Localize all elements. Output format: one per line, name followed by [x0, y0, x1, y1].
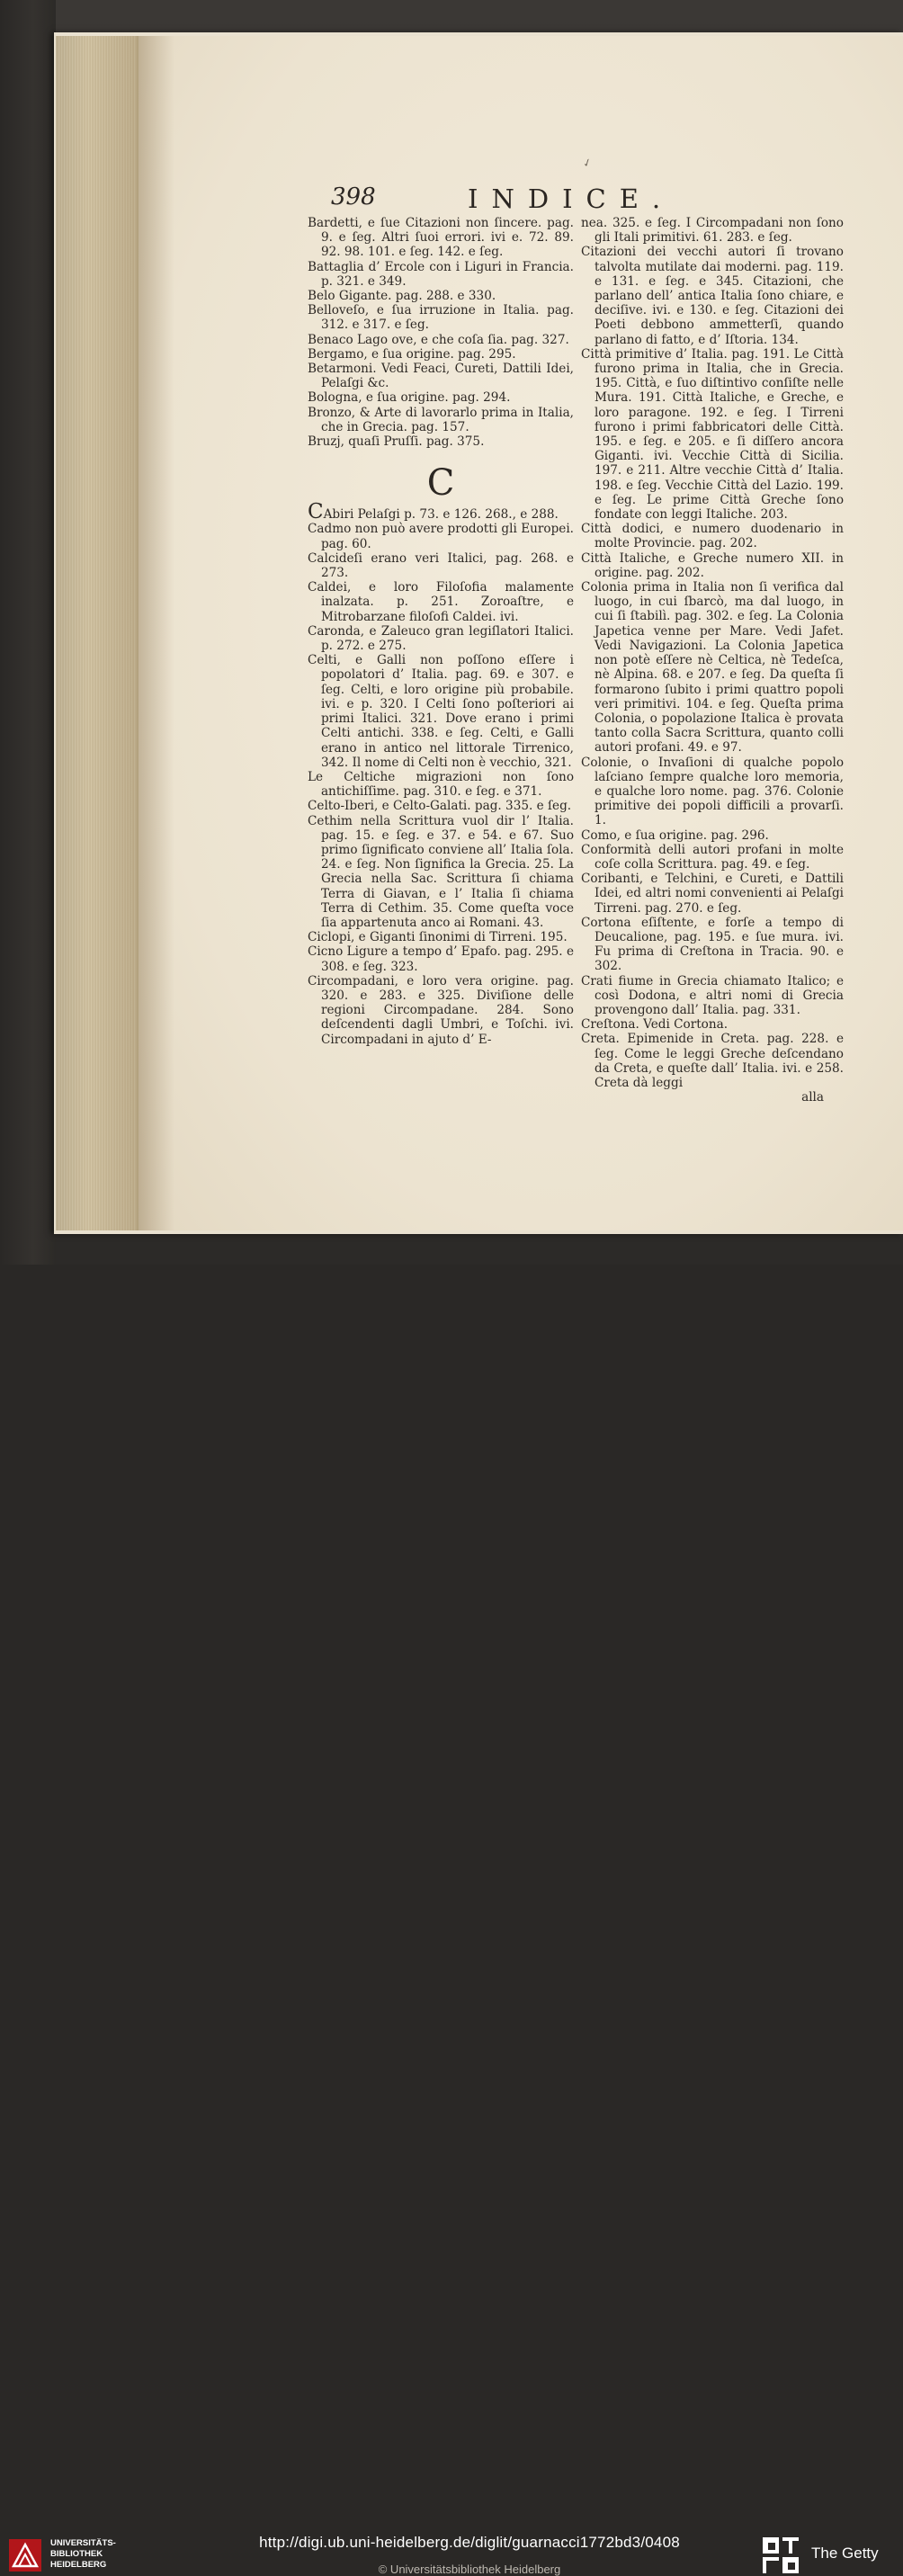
- b-entries-list: [308, 216, 574, 449]
- index-entry: Citazioni dei vecchi autori ſi trovano talvolta mutilate dai moderni. pag. 119. e 131. e ſeg. e 345. Citazioni, che parlano dell’ antica Italia ſono chiare, e deciſive. ivi. e 130. e ſeg. Citazioni dei Poeti debbono ammetterſi, quando parlano di fatto, e d’ Iſtoria. 134.: [581, 245, 844, 347]
- index-entry: Bologna, e ſua origine. pag. 294.: [308, 390, 511, 406]
- running-title: INDICE.: [468, 183, 675, 214]
- index-entry-text: Abiri Pelaſgi p. 73. e 126. 268., e 288.: [323, 507, 559, 523]
- index-entry: Città Italiche, e Greche numero XII. in origine. pag. 202.: [581, 550, 844, 580]
- library-name-line: HEIDELBERG: [50, 2560, 107, 2570]
- catchword: alla: [801, 1090, 824, 1105]
- index-entry: Calcideſi erano veri Italici, pag. 268. e 273.: [308, 550, 574, 581]
- index-entry: Città primitive d’ Italia. pag. 191. Le Città furono prima in Italia, che in Grecia. 195. Città, e ſuo diſtintivo conſiſte nelle Mura. 191. Città Italiche, e Greche, e loro paragone. 192. e ſeg. I Tirreni furono i primi fabbricatori delle Città. 195. e ſeg. e 205. e ſi diſſero ancora Giganti. ivi. Vecchie Città di Sicilia. 197. e 211. Altre vecchie Città d’ Italia. 198. e ſeg. Vecchie Città del Lazio. 199. e ſeg. Le prime Città Greche ſono fondate con leggi Italiche. 203.: [581, 346, 844, 523]
- index-entry: Coribanti, e Telchini, e Cureti, e Dattili Idei, ed altri nomi convenienti ai Pelaſgi Tirreni. pag. 270. e ſeg.: [581, 872, 844, 916]
- c-entries-list: [308, 500, 574, 1047]
- index-entry: Bruzj, quaſi Pruſſi. pag. 375.: [308, 434, 485, 450]
- index-entry: Bergamo, e ſua origine. pag. 295.: [308, 346, 516, 362]
- index-entry: Caronda, e Zaleuco gran legiſlatori Italici. p. 272. e 275.: [308, 623, 574, 654]
- dropcap-letter: C: [308, 500, 324, 524]
- index-entry: Cethim nella Scrittura vuol dir l’ Italia. pag. 15. e ſeg. e 37. e 54. e 67. Suo primo ſignificato conviene all’ Italia ſola. 24. e ſeg. Non ſignifica la Grecia. 25. La Grecia nella Sac. Scrittura ſi chiama Terra di Giavan, e l’ Italia ſi chiama Terra di Cethim. 35. Come queſta voce ſia appartenuta anco ai Romani. 43.: [308, 813, 574, 930]
- index-entry: Città dodici, e numero duodenario in molte Provincie. pag. 202.: [581, 522, 844, 551]
- library-name-line: UNIVERSITÄTS-: [50, 2538, 116, 2548]
- index-entry: [308, 500, 574, 524]
- library-name-line: BIBLIOTHEK: [50, 2549, 103, 2559]
- right-entries-list: [581, 216, 844, 1090]
- index-entry: Le Celtiche migrazioni non ſono antichiſſime. pag. 310. e ſeg. e 371.: [308, 769, 574, 800]
- index-entry: Celto-Iberi, e Celto-Galati. pag. 335. e ſeg.: [308, 799, 572, 814]
- index-entry: Cortona eſiſtente, e forſe a tempo di Deucalione, pag. 195. e ſue mura. ivi. Fu prima di Creſtona in Tracia. 90. e 302.: [581, 915, 844, 974]
- index-entry: Bardetti, e ſue Citazioni non ſincere. pag. 9. e ſeg. Altri ſuoi errori. ivi e. 72. 89. 92. 98. 101. e ſeg. 142. e ſeg.: [308, 216, 574, 260]
- ink-mark-icon: ✓: [580, 155, 595, 171]
- viewer-footer: [0, 1265, 903, 2576]
- index-entry: Belloveſo, e ſua irruzione in Italia. pag. 312. e 317. e ſeg.: [308, 303, 574, 333]
- index-entry: Bronzo, & Arte di lavorarlo prima in Italia, che in Grecia. pag. 157.: [308, 405, 574, 434]
- index-entry: Cicno Ligure a tempo d’ Epafo. pag. 295. e 308. e ſeg. 323.: [308, 944, 574, 974]
- index-column-right: [581, 216, 844, 1105]
- index-entry: Colonia prima in Italia non ſi verifica dal luogo, in cui ſbarcò, ma dal luogo, in cui ſi ſtabilì. pag. 302. e ſeg. La Colonia Japetica venne per Mare. Vedi Jafet. Vedi Navigazioni. La Colonia Japetica non potè eſſere nè Celtica, nè Tedeſca, nè Alpina. 68. e 207. e ſeg. Da queſta ſi formarono ſubito i primi quattro popoli veri primitivi. 104. e ſeg. Queſta prima Colonia, o popolazione Italica è provata tanto colla Sacra Scrittura, quanto colli autori profani. 49. e 97.: [581, 580, 844, 756]
- index-entry: Como, e ſua origine. pag. 296.: [581, 827, 769, 843]
- index-entry: Battaglia d’ Ercole con i Liguri in Francia. p. 321. e 349.: [308, 259, 574, 289]
- section-letter: C: [426, 462, 455, 505]
- index-entry: Colonie, o Invaſioni di qualche popolo laſciano ſempre qualche loro memoria, e qualche loro nome. pag. 376. Colonie primitive dei popoli difficili a provarſi. 1.: [581, 755, 844, 828]
- index-entry: Creta. Epimenide in Creta. pag. 228. e ſeg. Come le leggi Greche deſcendano da Creta, e queſte dall’ Italia. ivi. e 258. Creta dà leggi: [581, 1032, 844, 1090]
- index-entry: nea. 325. e ſeg. I Circompadani non ſono gli Itali primitivi. 61. 283. e ſeg.: [581, 216, 844, 246]
- index-column-left: [308, 216, 574, 1047]
- index-entry: Creſtona. Vedi Cortona.: [581, 1017, 729, 1033]
- partner-name: The Getty: [811, 2545, 879, 2562]
- permalink-url[interactable]: http://digi.ub.uni-heidelberg.de/diglit/guarnacci1772bd3/0408: [259, 2534, 680, 2551]
- page-number: 398: [331, 183, 376, 210]
- scanned-page-image: [0, 0, 903, 1265]
- index-entry: Celti, e Galli non poſſono eſſere i popolatori d’ Italia. pag. 69. e 307. e ſeg. Celti, e loro origine più probabile. ivi. e p. 320. I Celti ſono poſteriori ai primi Italici. 321. Dove erano i primi Celti antichi. 338. e ſeg. Celti, e Galli erano in antico nel littorale Tirrenico, 342. Il nome di Celti non è vecchio, 321.: [308, 653, 574, 770]
- getty-logo-icon: [761, 2536, 800, 2575]
- index-entry: Cadmo non può avere prodotti gli Europei. pag. 60.: [308, 522, 574, 551]
- index-entry: Conformità delli autori profani in molte coſe colla Scrittura. pag. 49. e ſeg.: [581, 842, 844, 872]
- index-entry: Crati fiume in Grecia chiamato Italico; e così Dodona, e altri nomi di Grecia provengono dall’ Italia. pag. 331.: [581, 973, 844, 1017]
- copyright-notice: © Universitätsbibliothek Heidelberg: [378, 2563, 561, 2576]
- index-entry: Belo Gigante. pag. 288. e 330.: [308, 289, 496, 304]
- index-entry: Circompadani, e loro vera origine. pag. 320. e 283. e 325. Diviſione delle regioni Circompadane. 284. Sono deſcendenti dagli Umbri, e Toſchi. ivi. Circompadani in ajuto d’ E-: [308, 973, 574, 1047]
- index-entry: Benaco Lago ove, e che coſa ſia. pag. 327.: [308, 332, 569, 347]
- index-entry: Ciclopi, e Giganti ſinonimi di Tirreni. 195.: [308, 930, 568, 945]
- index-entry: Caldei, e loro Filoſofia malamente inalzata. p. 251. Zoroaſtre, e Mitrobarzane filoſofi Caldei. ivi.: [308, 580, 574, 624]
- page-header: [0, 183, 903, 219]
- index-entry: Betarmoni. Vedi Feaci, Cureti, Dattili Idei, Pelaſgi &c.: [308, 362, 574, 391]
